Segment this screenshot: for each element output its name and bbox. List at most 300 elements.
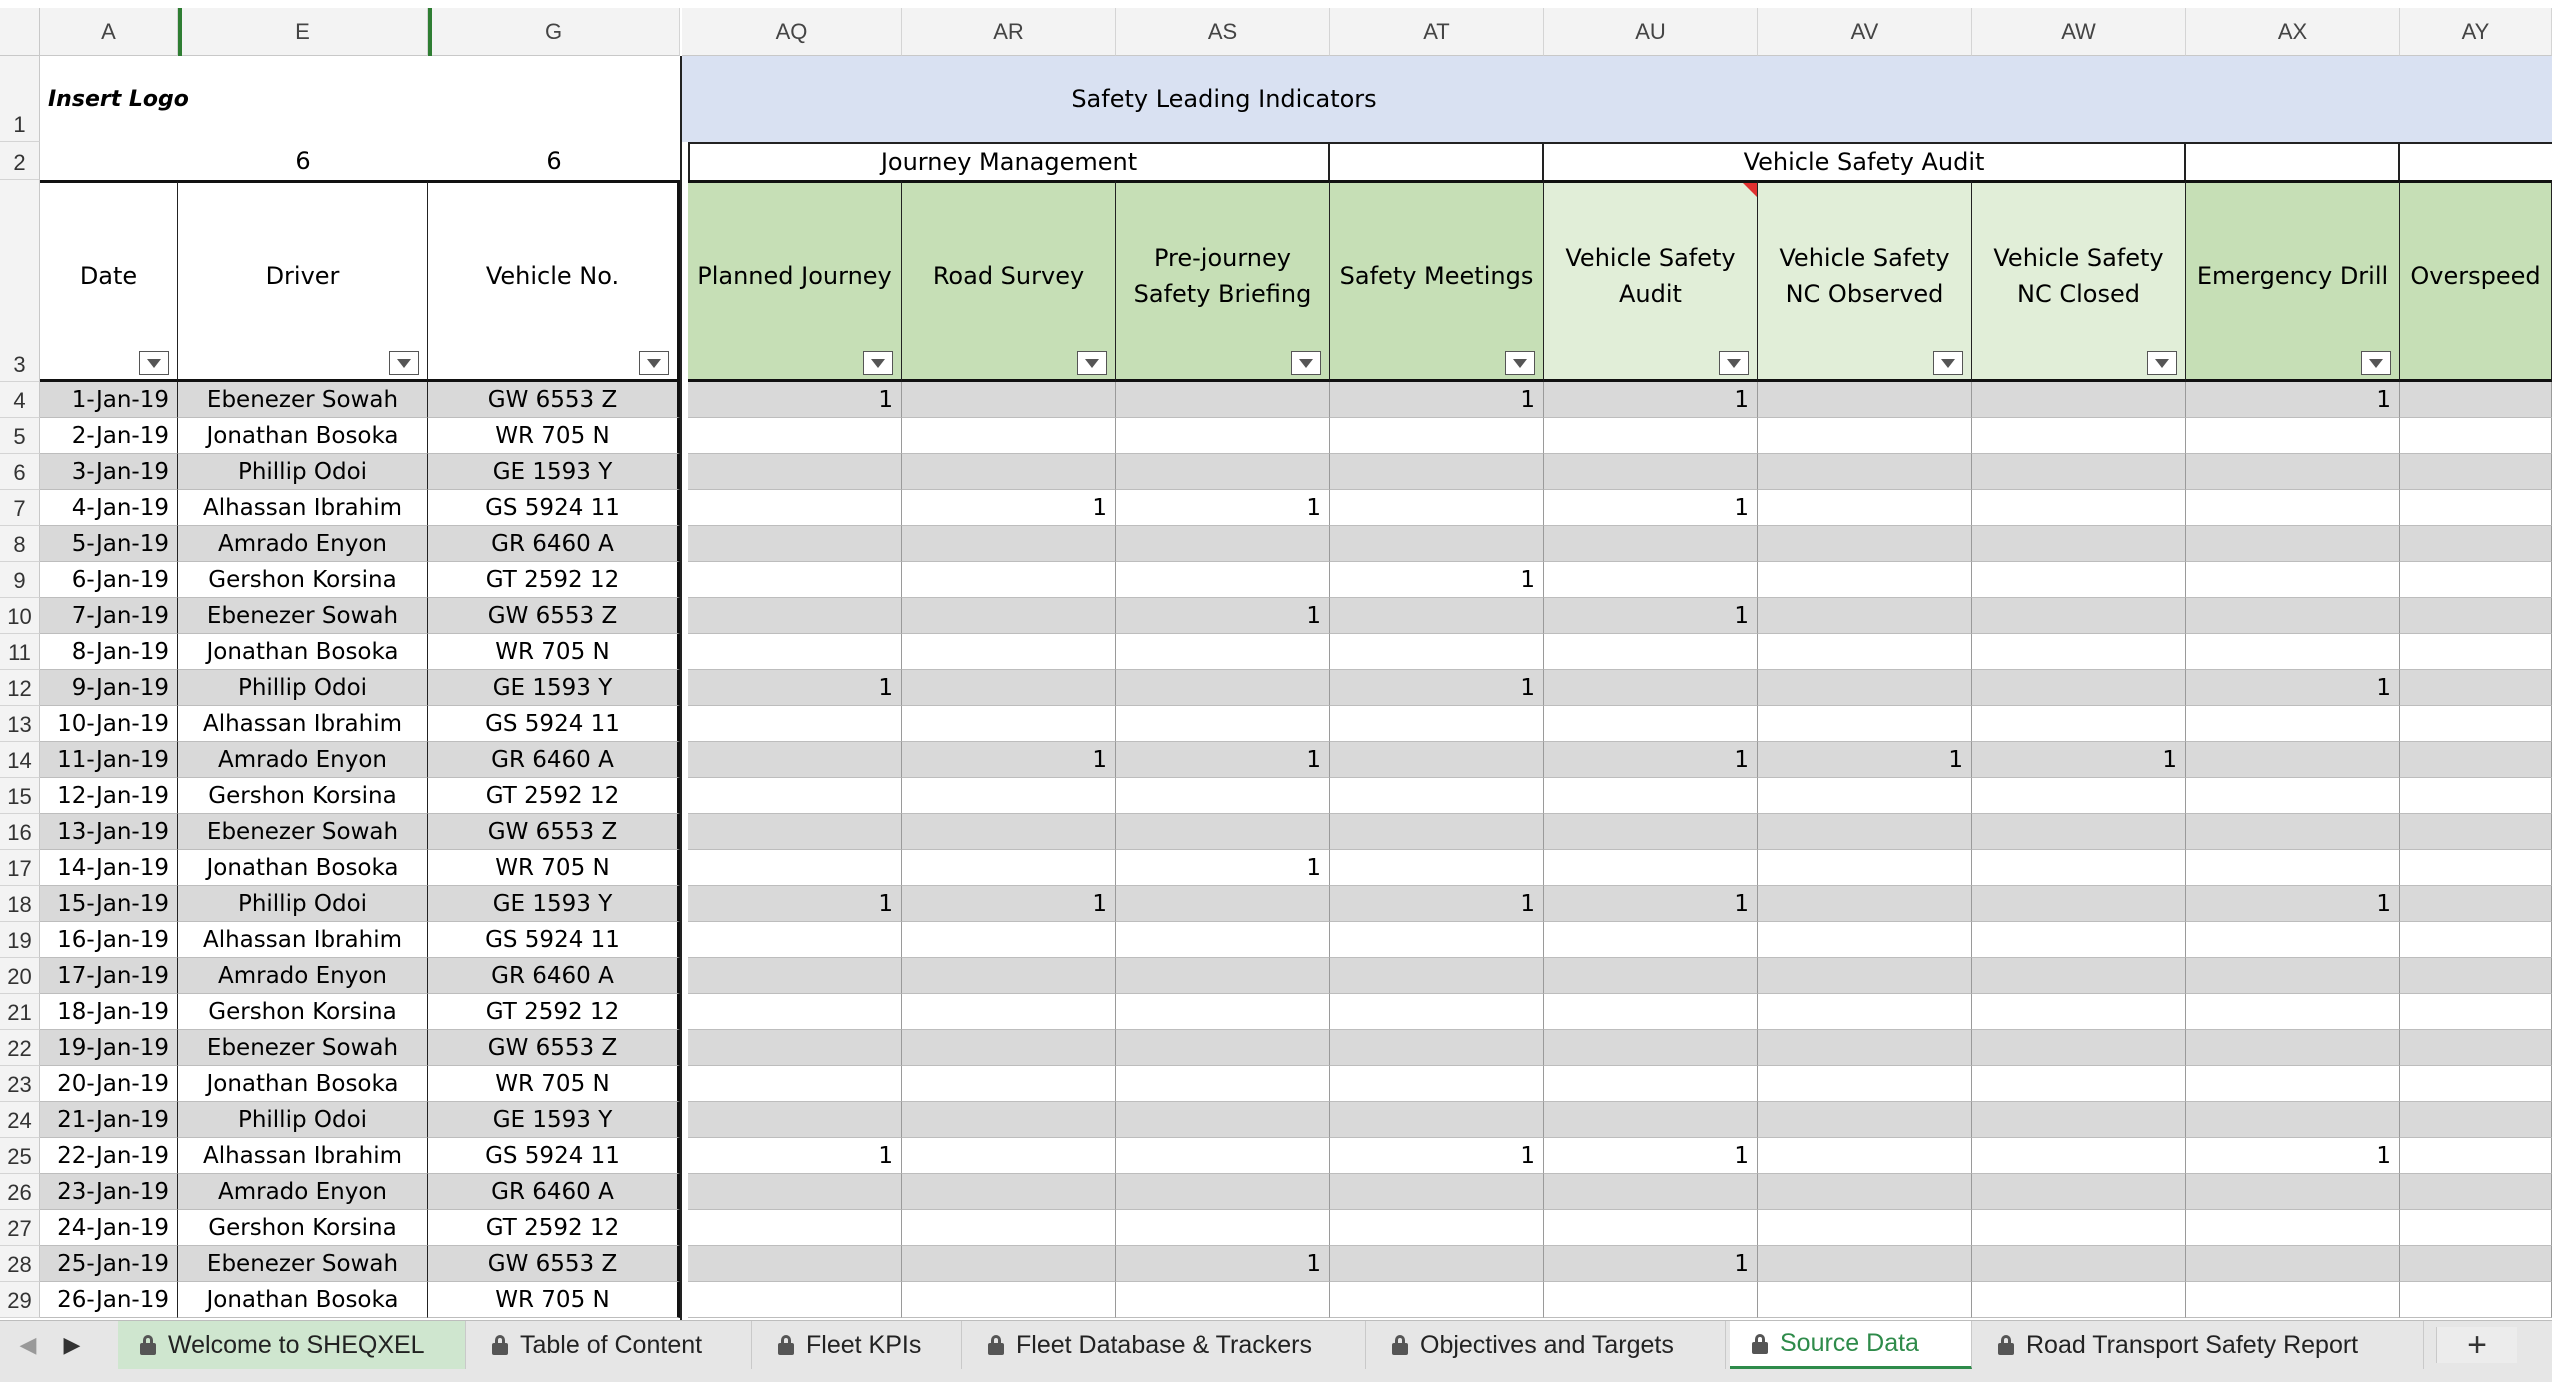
indicator-cell-aq[interactable]: [688, 526, 902, 562]
indicator-cell-aq[interactable]: 1: [688, 886, 902, 922]
indicator-cell-as[interactable]: [1116, 958, 1330, 994]
date-cell[interactable]: 8-Jan-19: [40, 634, 178, 670]
indicator-cell-at[interactable]: [1330, 814, 1544, 850]
field-header-vehicle-safety-nc-closed[interactable]: [1972, 180, 2186, 382]
indicator-cell-av[interactable]: [1758, 1282, 1972, 1318]
indicator-cell-ay[interactable]: [2400, 1210, 2552, 1246]
indicator-cell-ar[interactable]: [902, 382, 1116, 418]
vehicle-cell[interactable]: GR 6460 A: [428, 526, 680, 562]
indicator-cell-ay[interactable]: [2400, 1174, 2552, 1210]
indicator-cell-au[interactable]: 1: [1544, 598, 1758, 634]
indicator-cell-aw[interactable]: [1972, 850, 2186, 886]
date-cell[interactable]: 6-Jan-19: [40, 562, 178, 598]
indicator-cell-aq[interactable]: [688, 814, 902, 850]
vehicle-cell[interactable]: GT 2592 12: [428, 994, 680, 1030]
vehicle-cell[interactable]: GT 2592 12: [428, 778, 680, 814]
driver-cell[interactable]: Ebenezer Sowah: [178, 382, 428, 418]
date-cell[interactable]: 17-Jan-19: [40, 958, 178, 994]
indicator-cell-aw[interactable]: [1972, 598, 2186, 634]
date-cell[interactable]: 2-Jan-19: [40, 418, 178, 454]
row-header[interactable]: 17: [0, 850, 40, 886]
indicator-cell-ax[interactable]: [2186, 1210, 2400, 1246]
indicator-cell-au[interactable]: [1544, 958, 1758, 994]
indicator-cell-av[interactable]: [1758, 562, 1972, 598]
indicator-cell-ay[interactable]: [2400, 634, 2552, 670]
indicator-cell-ar[interactable]: [902, 1138, 1116, 1174]
indicator-cell-as[interactable]: [1116, 1030, 1330, 1066]
indicator-cell-ay[interactable]: [2400, 1246, 2552, 1282]
indicator-cell-as[interactable]: 1: [1116, 850, 1330, 886]
indicator-cell-aw[interactable]: [1972, 1282, 2186, 1318]
indicator-cell-at[interactable]: [1330, 418, 1544, 454]
indicator-cell-au[interactable]: [1544, 670, 1758, 706]
indicator-cell-ax[interactable]: 1: [2186, 1138, 2400, 1174]
vehicle-cell[interactable]: GW 6553 Z: [428, 598, 680, 634]
indicator-cell-av[interactable]: [1758, 1102, 1972, 1138]
sheet-tab-source-data[interactable]: [1730, 1321, 1972, 1369]
driver-count[interactable]: 6: [295, 147, 311, 175]
indicator-cell-ay[interactable]: [2400, 1030, 2552, 1066]
indicator-cell-aq[interactable]: [688, 562, 902, 598]
driver-cell[interactable]: Gershon Korsina: [178, 778, 428, 814]
indicator-cell-as[interactable]: [1116, 814, 1330, 850]
indicator-cell-au[interactable]: [1544, 778, 1758, 814]
driver-cell[interactable]: Jonathan Bosoka: [178, 634, 428, 670]
indicator-cell-ar[interactable]: [902, 922, 1116, 958]
indicator-cell-av[interactable]: [1758, 886, 1972, 922]
indicator-cell-as[interactable]: [1116, 1282, 1330, 1318]
indicator-cell-aq[interactable]: [688, 1210, 902, 1246]
indicator-cell-ar[interactable]: [902, 634, 1116, 670]
row-header[interactable]: 11: [0, 634, 40, 670]
indicator-cell-ax[interactable]: [2186, 598, 2400, 634]
vehicle-cell[interactable]: GW 6553 Z: [428, 382, 680, 418]
indicator-cell-ar[interactable]: [902, 1174, 1116, 1210]
indicator-cell-au[interactable]: [1544, 526, 1758, 562]
indicator-cell-aw[interactable]: [1972, 994, 2186, 1030]
indicator-cell-av[interactable]: [1758, 706, 1972, 742]
row-header[interactable]: 21: [0, 994, 40, 1030]
indicator-cell-ar[interactable]: [902, 418, 1116, 454]
indicator-cell-au[interactable]: [1544, 706, 1758, 742]
indicator-cell-aq[interactable]: [688, 958, 902, 994]
indicator-cell-at[interactable]: 1: [1330, 1138, 1544, 1174]
vehicle-cell[interactable]: GW 6553 Z: [428, 1246, 680, 1282]
date-cell[interactable]: 11-Jan-19: [40, 742, 178, 778]
sheet-tab-table-of-content[interactable]: [470, 1321, 752, 1369]
vehicle-cell[interactable]: GE 1593 Y: [428, 454, 680, 490]
row-header[interactable]: 6: [0, 454, 40, 490]
vehicle-cell[interactable]: GS 5924 11: [428, 922, 680, 958]
indicator-cell-at[interactable]: [1330, 1102, 1544, 1138]
indicator-cell-as[interactable]: [1116, 1102, 1330, 1138]
group-blank[interactable]: [1330, 142, 1544, 180]
indicator-cell-ar[interactable]: [902, 526, 1116, 562]
indicator-cell-aw[interactable]: [1972, 1138, 2186, 1174]
indicator-cell-ax[interactable]: [2186, 1282, 2400, 1318]
date-cell[interactable]: 3-Jan-19: [40, 454, 178, 490]
indicator-cell-aq[interactable]: [688, 418, 902, 454]
vehicle-cell[interactable]: GS 5924 11: [428, 1138, 680, 1174]
vehicle-cell[interactable]: GT 2592 12: [428, 562, 680, 598]
indicator-cell-av[interactable]: [1758, 922, 1972, 958]
indicator-cell-av[interactable]: [1758, 1066, 1972, 1102]
comment-indicator-icon[interactable]: [1743, 183, 1757, 197]
vehicle-cell[interactable]: WR 705 N: [428, 850, 680, 886]
date-cell[interactable]: 23-Jan-19: [40, 1174, 178, 1210]
row-header[interactable]: 13: [0, 706, 40, 742]
indicator-cell-ax[interactable]: [2186, 1246, 2400, 1282]
logo-cell[interactable]: Insert Logo: [48, 86, 189, 112]
row-header[interactable]: 8: [0, 526, 40, 562]
date-cell[interactable]: 13-Jan-19: [40, 814, 178, 850]
indicator-cell-au[interactable]: [1544, 994, 1758, 1030]
indicator-cell-at[interactable]: [1330, 454, 1544, 490]
row-header[interactable]: 10: [0, 598, 40, 634]
indicator-cell-au[interactable]: 1: [1544, 382, 1758, 418]
date-cell[interactable]: 7-Jan-19: [40, 598, 178, 634]
indicator-cell-at[interactable]: 1: [1330, 886, 1544, 922]
indicator-cell-au[interactable]: [1544, 418, 1758, 454]
indicator-cell-ay[interactable]: [2400, 1282, 2552, 1318]
indicator-cell-aw[interactable]: [1972, 454, 2186, 490]
indicator-cell-at[interactable]: [1330, 850, 1544, 886]
indicator-cell-as[interactable]: [1116, 526, 1330, 562]
column-header-av[interactable]: AV: [1758, 8, 1972, 56]
indicator-cell-au[interactable]: 1: [1544, 886, 1758, 922]
driver-cell[interactable]: Amrado Enyon: [178, 742, 428, 778]
row-header[interactable]: 28: [0, 1246, 40, 1282]
indicator-cell-aw[interactable]: [1972, 1246, 2186, 1282]
driver-cell[interactable]: Amrado Enyon: [178, 958, 428, 994]
indicator-cell-av[interactable]: [1758, 382, 1972, 418]
field-header-pre-journey-safety-briefing[interactable]: [1116, 180, 1330, 382]
indicator-cell-at[interactable]: [1330, 598, 1544, 634]
next-sheet-icon[interactable]: ▶: [63, 1332, 81, 1357]
row-header[interactable]: 9: [0, 562, 40, 598]
indicator-cell-ar[interactable]: [902, 1030, 1116, 1066]
date-cell[interactable]: 15-Jan-19: [40, 886, 178, 922]
indicator-cell-ax[interactable]: [2186, 958, 2400, 994]
indicator-cell-ay[interactable]: [2400, 778, 2552, 814]
group-blank[interactable]: [2400, 142, 2552, 180]
indicator-cell-at[interactable]: 1: [1330, 670, 1544, 706]
row-header[interactable]: 20: [0, 958, 40, 994]
indicator-cell-au[interactable]: [1544, 454, 1758, 490]
date-cell[interactable]: 10-Jan-19: [40, 706, 178, 742]
indicator-cell-ax[interactable]: [2186, 814, 2400, 850]
date-cell[interactable]: 14-Jan-19: [40, 850, 178, 886]
date-cell[interactable]: 19-Jan-19: [40, 1030, 178, 1066]
filter-dropdown-icon[interactable]: [1505, 351, 1535, 375]
group-journey-management[interactable]: Journey Management: [688, 142, 1330, 180]
driver-cell[interactable]: Alhassan Ibrahim: [178, 706, 428, 742]
indicator-cell-aq[interactable]: [688, 1066, 902, 1102]
field-header-vehicle-safety-audit[interactable]: [1544, 180, 1758, 382]
indicator-cell-aq[interactable]: 1: [688, 670, 902, 706]
indicator-cell-ax[interactable]: [2186, 1066, 2400, 1102]
indicator-cell-ar[interactable]: [902, 1210, 1116, 1246]
indicator-cell-at[interactable]: [1330, 1030, 1544, 1066]
indicator-cell-at[interactable]: [1330, 922, 1544, 958]
column-header-ay[interactable]: AY: [2400, 8, 2552, 56]
indicator-cell-ay[interactable]: [2400, 670, 2552, 706]
indicator-cell-aq[interactable]: [688, 994, 902, 1030]
vehicle-cell[interactable]: WR 705 N: [428, 1282, 680, 1318]
filter-dropdown-icon[interactable]: [2147, 351, 2177, 375]
indicator-cell-av[interactable]: [1758, 778, 1972, 814]
vehicle-cell[interactable]: GW 6553 Z: [428, 1030, 680, 1066]
indicator-cell-ay[interactable]: [2400, 454, 2552, 490]
date-cell[interactable]: 12-Jan-19: [40, 778, 178, 814]
indicator-cell-aw[interactable]: [1972, 1102, 2186, 1138]
indicator-cell-ar[interactable]: [902, 1246, 1116, 1282]
indicator-cell-ar[interactable]: [902, 1102, 1116, 1138]
field-header-overspeed[interactable]: [2400, 180, 2552, 382]
vehicle-cell[interactable]: GS 5924 11: [428, 706, 680, 742]
indicator-cell-as[interactable]: [1116, 454, 1330, 490]
date-cell[interactable]: 22-Jan-19: [40, 1138, 178, 1174]
indicator-cell-av[interactable]: [1758, 526, 1972, 562]
indicator-cell-av[interactable]: [1758, 1174, 1972, 1210]
driver-cell[interactable]: Alhassan Ibrahim: [178, 922, 428, 958]
indicator-cell-as[interactable]: [1116, 886, 1330, 922]
indicator-cell-ax[interactable]: [2186, 1030, 2400, 1066]
indicator-cell-ar[interactable]: 1: [902, 742, 1116, 778]
indicator-cell-aq[interactable]: 1: [688, 382, 902, 418]
indicator-cell-au[interactable]: 1: [1544, 1246, 1758, 1282]
driver-cell[interactable]: Alhassan Ibrahim: [178, 490, 428, 526]
section-banner[interactable]: [682, 56, 2552, 142]
indicator-cell-ay[interactable]: [2400, 850, 2552, 886]
row-header[interactable]: 1: [0, 56, 40, 142]
indicator-cell-ay[interactable]: [2400, 886, 2552, 922]
indicator-cell-aw[interactable]: [1972, 1174, 2186, 1210]
indicator-cell-av[interactable]: [1758, 1246, 1972, 1282]
row-header[interactable]: 18: [0, 886, 40, 922]
column-header-g[interactable]: G: [428, 8, 680, 56]
driver-cell[interactable]: Gershon Korsina: [178, 1210, 428, 1246]
indicator-cell-au[interactable]: [1544, 922, 1758, 958]
indicator-cell-aw[interactable]: 1: [1972, 742, 2186, 778]
indicator-cell-av[interactable]: [1758, 418, 1972, 454]
indicator-cell-ay[interactable]: [2400, 562, 2552, 598]
indicator-cell-av[interactable]: [1758, 994, 1972, 1030]
field-header-planned-journey[interactable]: [688, 180, 902, 382]
indicator-cell-ay[interactable]: [2400, 994, 2552, 1030]
indicator-cell-au[interactable]: [1544, 562, 1758, 598]
indicator-cell-as[interactable]: [1116, 1066, 1330, 1102]
vehicle-cell[interactable]: WR 705 N: [428, 418, 680, 454]
indicator-cell-as[interactable]: [1116, 418, 1330, 454]
driver-cell[interactable]: Ebenezer Sowah: [178, 598, 428, 634]
indicator-cell-aw[interactable]: [1972, 526, 2186, 562]
field-header-vehicle-safety-nc-observed[interactable]: [1758, 180, 1972, 382]
indicator-cell-aq[interactable]: [688, 850, 902, 886]
indicator-cell-au[interactable]: [1544, 850, 1758, 886]
indicator-cell-ax[interactable]: [2186, 850, 2400, 886]
indicator-cell-ax[interactable]: [2186, 706, 2400, 742]
indicator-cell-aw[interactable]: [1972, 1210, 2186, 1246]
indicator-cell-as[interactable]: [1116, 922, 1330, 958]
row-header[interactable]: 19: [0, 922, 40, 958]
indicator-cell-av[interactable]: [1758, 598, 1972, 634]
indicator-cell-aw[interactable]: [1972, 778, 2186, 814]
indicator-cell-ay[interactable]: [2400, 418, 2552, 454]
date-cell[interactable]: 18-Jan-19: [40, 994, 178, 1030]
indicator-cell-ay[interactable]: [2400, 742, 2552, 778]
column-header-ar[interactable]: AR: [902, 8, 1116, 56]
driver-cell[interactable]: Jonathan Bosoka: [178, 1066, 428, 1102]
indicator-cell-au[interactable]: [1544, 1174, 1758, 1210]
vehicle-cell[interactable]: GE 1593 Y: [428, 1102, 680, 1138]
indicator-cell-as[interactable]: [1116, 634, 1330, 670]
driver-cell[interactable]: Alhassan Ibrahim: [178, 1138, 428, 1174]
group-blank[interactable]: [2186, 142, 2400, 180]
indicator-cell-ar[interactable]: [902, 958, 1116, 994]
column-header-as[interactable]: AS: [1116, 8, 1330, 56]
column-header-ax[interactable]: AX: [2186, 8, 2400, 56]
indicator-cell-as[interactable]: [1116, 382, 1330, 418]
indicator-cell-aq[interactable]: [688, 1246, 902, 1282]
row-header[interactable]: 14: [0, 742, 40, 778]
row-header[interactable]: 3: [0, 180, 40, 382]
indicator-cell-as[interactable]: 1: [1116, 742, 1330, 778]
filter-dropdown-icon[interactable]: [639, 351, 669, 375]
indicator-cell-au[interactable]: [1544, 1210, 1758, 1246]
indicator-cell-at[interactable]: [1330, 634, 1544, 670]
driver-cell[interactable]: Phillip Odoi: [178, 454, 428, 490]
date-cell[interactable]: 1-Jan-19: [40, 382, 178, 418]
indicator-cell-aq[interactable]: [688, 454, 902, 490]
indicator-cell-au[interactable]: 1: [1544, 1138, 1758, 1174]
indicator-cell-aw[interactable]: [1972, 1066, 2186, 1102]
indicator-cell-ar[interactable]: [902, 454, 1116, 490]
indicator-cell-au[interactable]: [1544, 1030, 1758, 1066]
driver-cell[interactable]: Gershon Korsina: [178, 994, 428, 1030]
indicator-cell-ax[interactable]: 1: [2186, 886, 2400, 922]
indicator-cell-ax[interactable]: [2186, 526, 2400, 562]
date-cell[interactable]: 5-Jan-19: [40, 526, 178, 562]
indicator-cell-aq[interactable]: [688, 634, 902, 670]
indicator-cell-ay[interactable]: [2400, 922, 2552, 958]
date-cell[interactable]: 20-Jan-19: [40, 1066, 178, 1102]
vehicle-cell[interactable]: WR 705 N: [428, 634, 680, 670]
indicator-cell-av[interactable]: [1758, 958, 1972, 994]
date-cell[interactable]: 4-Jan-19: [40, 490, 178, 526]
indicator-cell-aw[interactable]: [1972, 958, 2186, 994]
row-header[interactable]: 23: [0, 1066, 40, 1102]
indicator-cell-at[interactable]: [1330, 778, 1544, 814]
indicator-cell-av[interactable]: [1758, 634, 1972, 670]
indicator-cell-ax[interactable]: [2186, 562, 2400, 598]
vehicle-cell[interactable]: GR 6460 A: [428, 958, 680, 994]
row-header[interactable]: 16: [0, 814, 40, 850]
indicator-cell-ar[interactable]: 1: [902, 490, 1116, 526]
vehicle-cell[interactable]: GE 1593 Y: [428, 886, 680, 922]
filter-dropdown-icon[interactable]: [863, 351, 893, 375]
driver-cell[interactable]: Ebenezer Sowah: [178, 814, 428, 850]
driver-cell[interactable]: Amrado Enyon: [178, 1174, 428, 1210]
indicator-cell-ax[interactable]: 1: [2186, 382, 2400, 418]
indicator-cell-ay[interactable]: [2400, 382, 2552, 418]
indicator-cell-at[interactable]: [1330, 1246, 1544, 1282]
indicator-cell-av[interactable]: 1: [1758, 742, 1972, 778]
column-header-aw[interactable]: AW: [1972, 8, 2186, 56]
indicator-cell-ar[interactable]: [902, 598, 1116, 634]
indicator-cell-ar[interactable]: [902, 850, 1116, 886]
vehicle-count[interactable]: 6: [546, 147, 562, 175]
driver-cell[interactable]: Ebenezer Sowah: [178, 1246, 428, 1282]
indicator-cell-as[interactable]: 1: [1116, 1246, 1330, 1282]
indicator-cell-ar[interactable]: [902, 706, 1116, 742]
column-header-at[interactable]: AT: [1330, 8, 1544, 56]
indicator-cell-as[interactable]: [1116, 1174, 1330, 1210]
vehicle-cell[interactable]: GS 5924 11: [428, 490, 680, 526]
indicator-cell-au[interactable]: [1544, 1102, 1758, 1138]
date-cell[interactable]: 16-Jan-19: [40, 922, 178, 958]
indicator-cell-aw[interactable]: [1972, 670, 2186, 706]
add-sheet-icon[interactable]: +: [2436, 1327, 2517, 1363]
indicator-cell-au[interactable]: [1544, 1066, 1758, 1102]
indicator-cell-as[interactable]: [1116, 1138, 1330, 1174]
column-header-au[interactable]: AU: [1544, 8, 1758, 56]
indicator-cell-at[interactable]: [1330, 706, 1544, 742]
indicator-cell-ay[interactable]: [2400, 490, 2552, 526]
indicator-cell-av[interactable]: [1758, 1030, 1972, 1066]
field-header-safety-meetings[interactable]: [1330, 180, 1544, 382]
row-header[interactable]: 15: [0, 778, 40, 814]
indicator-cell-aw[interactable]: [1972, 1030, 2186, 1066]
indicator-cell-as[interactable]: [1116, 1210, 1330, 1246]
row-header[interactable]: 4: [0, 382, 40, 418]
indicator-cell-ay[interactable]: [2400, 706, 2552, 742]
driver-cell[interactable]: Jonathan Bosoka: [178, 418, 428, 454]
indicator-cell-aq[interactable]: [688, 1174, 902, 1210]
indicator-cell-au[interactable]: [1544, 814, 1758, 850]
driver-cell[interactable]: Jonathan Bosoka: [178, 850, 428, 886]
row-header[interactable]: 27: [0, 1210, 40, 1246]
sheet-tab-welcome-to-sheqxel[interactable]: [118, 1321, 466, 1369]
indicator-cell-ar[interactable]: [902, 562, 1116, 598]
indicator-cell-ay[interactable]: [2400, 1102, 2552, 1138]
indicator-cell-aw[interactable]: [1972, 562, 2186, 598]
filter-dropdown-icon[interactable]: [1077, 351, 1107, 375]
row-header[interactable]: 26: [0, 1174, 40, 1210]
filter-dropdown-icon[interactable]: [139, 351, 169, 375]
indicator-cell-ar[interactable]: [902, 814, 1116, 850]
row-header[interactable]: 22: [0, 1030, 40, 1066]
indicator-cell-at[interactable]: [1330, 1210, 1544, 1246]
date-cell[interactable]: 26-Jan-19: [40, 1282, 178, 1318]
filter-dropdown-icon[interactable]: [389, 351, 419, 375]
indicator-cell-ax[interactable]: 1: [2186, 670, 2400, 706]
driver-cell[interactable]: Jonathan Bosoka: [178, 1282, 428, 1318]
indicator-cell-aq[interactable]: [688, 1030, 902, 1066]
driver-cell[interactable]: Gershon Korsina: [178, 562, 428, 598]
indicator-cell-ax[interactable]: [2186, 778, 2400, 814]
indicator-cell-at[interactable]: [1330, 958, 1544, 994]
row-header[interactable]: 7: [0, 490, 40, 526]
indicator-cell-ay[interactable]: [2400, 598, 2552, 634]
indicator-cell-as[interactable]: [1116, 994, 1330, 1030]
indicator-cell-aq[interactable]: [688, 742, 902, 778]
indicator-cell-as[interactable]: 1: [1116, 490, 1330, 526]
indicator-cell-at[interactable]: [1330, 526, 1544, 562]
row-header[interactable]: 25: [0, 1138, 40, 1174]
sheet-tab-fleet-kpis[interactable]: [756, 1321, 962, 1369]
indicator-cell-at[interactable]: [1330, 742, 1544, 778]
